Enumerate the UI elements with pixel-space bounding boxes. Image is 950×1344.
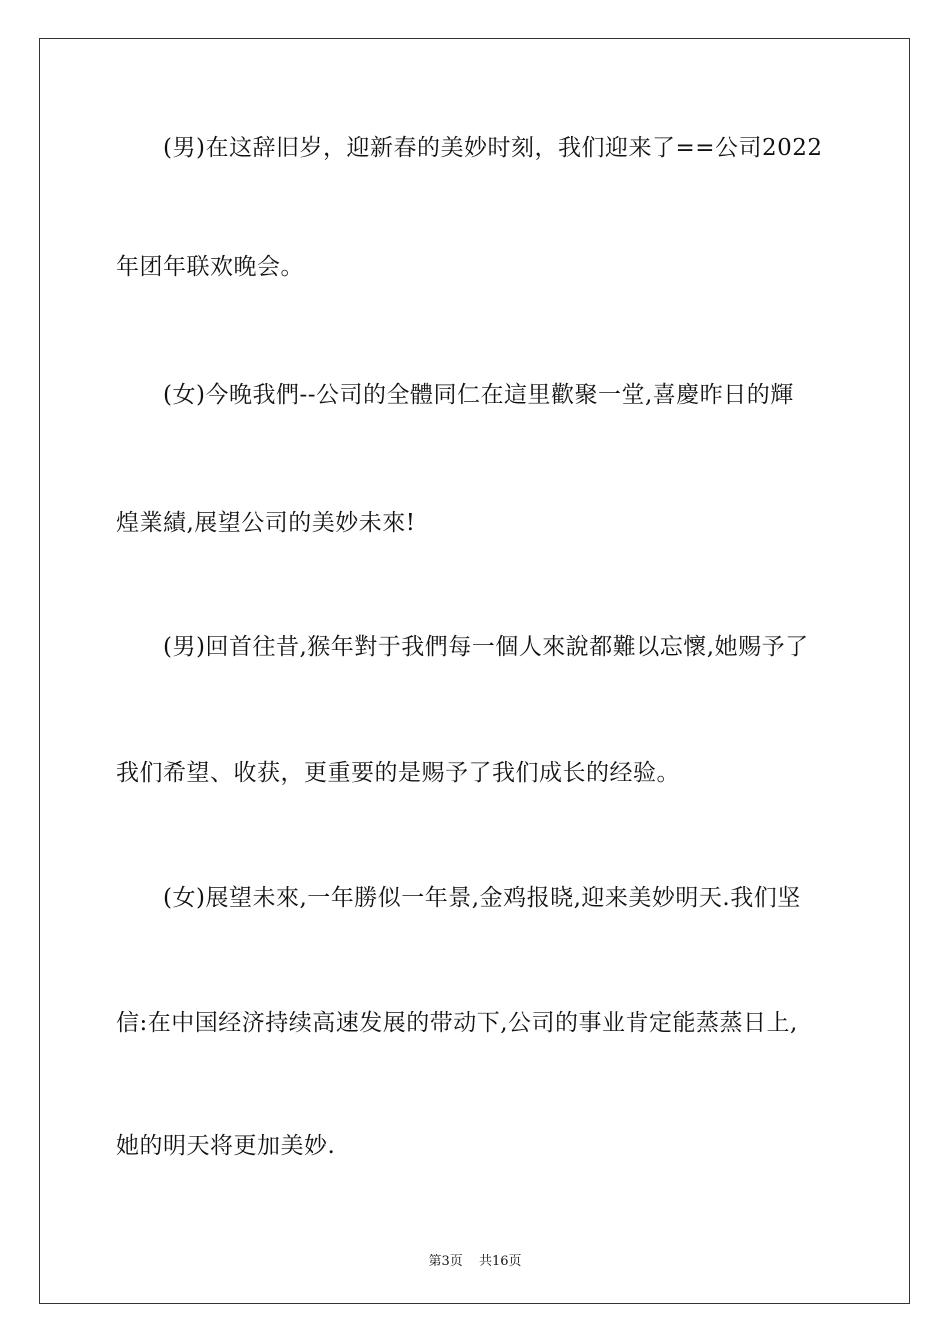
page-footer (0, 1250, 950, 1269)
page-total: 共16页 (478, 1254, 522, 1269)
text-line: 我们希望、收获，更重要的是赐予了我们成长的经验。 (116, 760, 680, 786)
text-line: 煌業績,展望公司的美妙未來! (116, 510, 416, 536)
text-line: 她的明天将更加美妙. (116, 1133, 336, 1159)
text-line: 信:在中国经济持续高速发展的带动下,公司的事业肯定能蒸蒸日上, (116, 1010, 798, 1036)
page-number: 第3页 (428, 1254, 463, 1269)
page-border (39, 38, 910, 1304)
text-line: (女)今晚我們--公司的全體同仁在這里歡聚一堂,喜慶昨日的輝 (116, 382, 794, 408)
text-line: 年团年联欢晚会。 (116, 254, 304, 280)
text-line: (男)回首往昔,猴年對于我們每一個人來說都難以忘懷,她赐予了 (116, 634, 809, 660)
text-line: (女)展望未來,一年勝似一年景,金鸡报晓,迎来美妙明天.我们坚 (116, 885, 801, 911)
text-line: (男)在这辞旧岁，迎新春的美妙时刻，我们迎来了==公司2022 (116, 135, 823, 161)
